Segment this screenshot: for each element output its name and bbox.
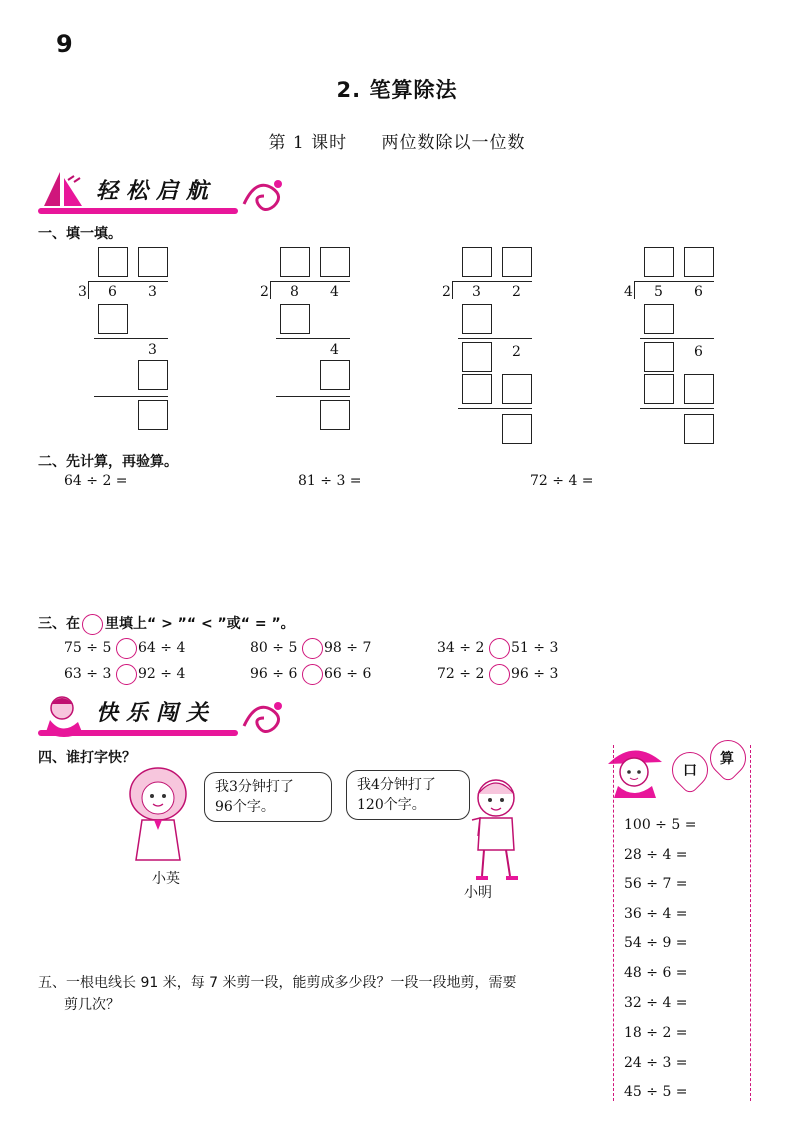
dividend-digit: 6 bbox=[108, 284, 117, 300]
compare-left: 80 ÷ 5 bbox=[250, 640, 298, 656]
section-banner-start bbox=[38, 170, 288, 218]
banner-title: 快乐闯关 bbox=[96, 701, 217, 726]
section-banner-challenge bbox=[38, 692, 288, 740]
compare-circle[interactable] bbox=[116, 664, 137, 685]
answer-box[interactable] bbox=[502, 247, 532, 277]
boy-speech-bubble: 我4分钟打了 120个字。 bbox=[346, 770, 470, 820]
lesson-number: 第 1 课时 bbox=[268, 133, 348, 153]
dividend-digit: 6 bbox=[694, 284, 703, 300]
question-5-line2: 剪几次？ bbox=[64, 997, 120, 1013]
question-4-heading: 四、谁打字快？ bbox=[38, 750, 136, 766]
compare-left: 34 ÷ 2 bbox=[437, 640, 485, 656]
answer-box[interactable] bbox=[684, 247, 714, 277]
answer-box[interactable] bbox=[644, 374, 674, 404]
oral-calc-panel bbox=[613, 745, 751, 1101]
divisor: 4 bbox=[624, 284, 633, 300]
answer-box[interactable] bbox=[280, 247, 310, 277]
oral-item: 36 ÷ 4 = bbox=[624, 906, 688, 922]
oral-item: 28 ÷ 4 = bbox=[624, 847, 688, 863]
answer-box[interactable] bbox=[502, 414, 532, 444]
compare-right: 92 ÷ 4 bbox=[138, 666, 186, 682]
swirl-ornament-icon bbox=[238, 696, 288, 738]
dividend-digit: 4 bbox=[330, 284, 339, 300]
compare-circle[interactable] bbox=[302, 638, 323, 659]
answer-box[interactable] bbox=[462, 342, 492, 372]
compare-right: 96 ÷ 3 bbox=[511, 666, 559, 682]
circle-icon bbox=[82, 614, 103, 635]
answer-box[interactable] bbox=[684, 374, 714, 404]
answer-box[interactable] bbox=[644, 342, 674, 372]
question-2-heading: 二、先计算，再验算。 bbox=[38, 454, 178, 470]
divisor: 2 bbox=[260, 284, 269, 300]
banner-title: 轻松启航 bbox=[96, 179, 217, 204]
compare-circle[interactable] bbox=[302, 664, 323, 685]
oral-title-part2: 算 bbox=[720, 751, 734, 767]
answer-box[interactable] bbox=[138, 247, 168, 277]
answer-box[interactable] bbox=[644, 304, 674, 334]
oral-item: 54 ÷ 9 = bbox=[624, 935, 688, 951]
answer-box[interactable] bbox=[320, 400, 350, 430]
oral-item: 18 ÷ 2 = bbox=[624, 1025, 688, 1041]
oral-item: 45 ÷ 5 = bbox=[624, 1084, 688, 1100]
question-3-heading: 三、在 里填上“ > ”“ < ”或“ = ”。 bbox=[38, 613, 295, 635]
dividend-digit: 5 bbox=[654, 284, 663, 300]
lesson-topic: 两位数除以一位数 bbox=[381, 133, 526, 153]
compare-left: 75 ÷ 5 bbox=[64, 640, 112, 656]
answer-box[interactable] bbox=[684, 414, 714, 444]
oral-item: 56 ÷ 7 = bbox=[624, 876, 688, 892]
compare-left: 72 ÷ 2 bbox=[437, 666, 485, 682]
calc-item: 81 ÷ 3 = bbox=[298, 473, 362, 489]
oral-item: 32 ÷ 4 = bbox=[624, 995, 688, 1011]
oral-title-part1: 口 bbox=[683, 763, 697, 779]
remainder-digit: 4 bbox=[330, 342, 339, 358]
question-1-heading: 一、填一填。 bbox=[38, 226, 122, 242]
answer-box[interactable] bbox=[502, 374, 532, 404]
boy-illustration bbox=[460, 772, 540, 884]
calc-item: 64 ÷ 2 = bbox=[64, 473, 128, 489]
compare-circle[interactable] bbox=[489, 638, 510, 659]
remainder-digit: 6 bbox=[694, 344, 703, 360]
divisor: 3 bbox=[78, 284, 87, 300]
compare-left: 96 ÷ 6 bbox=[250, 666, 298, 682]
answer-box[interactable] bbox=[138, 400, 168, 430]
dividend-digit: 3 bbox=[148, 284, 157, 300]
swirl-ornament-icon bbox=[238, 174, 288, 216]
divisor: 2 bbox=[442, 284, 451, 300]
calc-item: 72 ÷ 4 = bbox=[530, 473, 594, 489]
girl-name: 小英 bbox=[152, 871, 180, 887]
compare-right: 51 ÷ 3 bbox=[511, 640, 559, 656]
oral-item: 24 ÷ 3 = bbox=[624, 1055, 688, 1071]
answer-box[interactable] bbox=[138, 360, 168, 390]
remainder-digit: 2 bbox=[512, 344, 521, 360]
question-5 bbox=[38, 972, 517, 1016]
answer-box[interactable] bbox=[98, 247, 128, 277]
oral-item: 48 ÷ 6 = bbox=[624, 965, 688, 981]
answer-box[interactable] bbox=[320, 360, 350, 390]
compare-circle[interactable] bbox=[489, 664, 510, 685]
remainder-digit: 3 bbox=[148, 342, 157, 358]
boy-name: 小明 bbox=[464, 885, 492, 901]
girl-speech-bubble: 我3分钟打了 96个字。 bbox=[204, 772, 332, 822]
answer-box[interactable] bbox=[462, 374, 492, 404]
question-5-line1: 五、一根电线长 91 米，每 7 米剪一段，能剪成多少段？一段一段地剪，需要 bbox=[38, 975, 517, 991]
compare-right: 64 ÷ 4 bbox=[138, 640, 186, 656]
compare-right: 66 ÷ 6 bbox=[324, 666, 372, 682]
page-number: 9 bbox=[56, 30, 73, 58]
answer-box[interactable] bbox=[462, 247, 492, 277]
page-title: 2. 笔算除法 bbox=[336, 78, 458, 102]
answer-box[interactable] bbox=[98, 304, 128, 334]
compare-circle[interactable] bbox=[116, 638, 137, 659]
lesson-subtitle bbox=[0, 128, 794, 153]
oral-item: 100 ÷ 5 = bbox=[624, 817, 697, 833]
answer-box[interactable] bbox=[320, 247, 350, 277]
compare-right: 98 ÷ 7 bbox=[324, 640, 372, 656]
dividend-digit: 8 bbox=[290, 284, 299, 300]
dividend-digit: 2 bbox=[512, 284, 521, 300]
answer-box[interactable] bbox=[280, 304, 310, 334]
answer-box[interactable] bbox=[462, 304, 492, 334]
answer-box[interactable] bbox=[644, 247, 674, 277]
compare-left: 63 ÷ 3 bbox=[64, 666, 112, 682]
girl-illustration bbox=[120, 764, 200, 864]
dividend-digit: 3 bbox=[472, 284, 481, 300]
